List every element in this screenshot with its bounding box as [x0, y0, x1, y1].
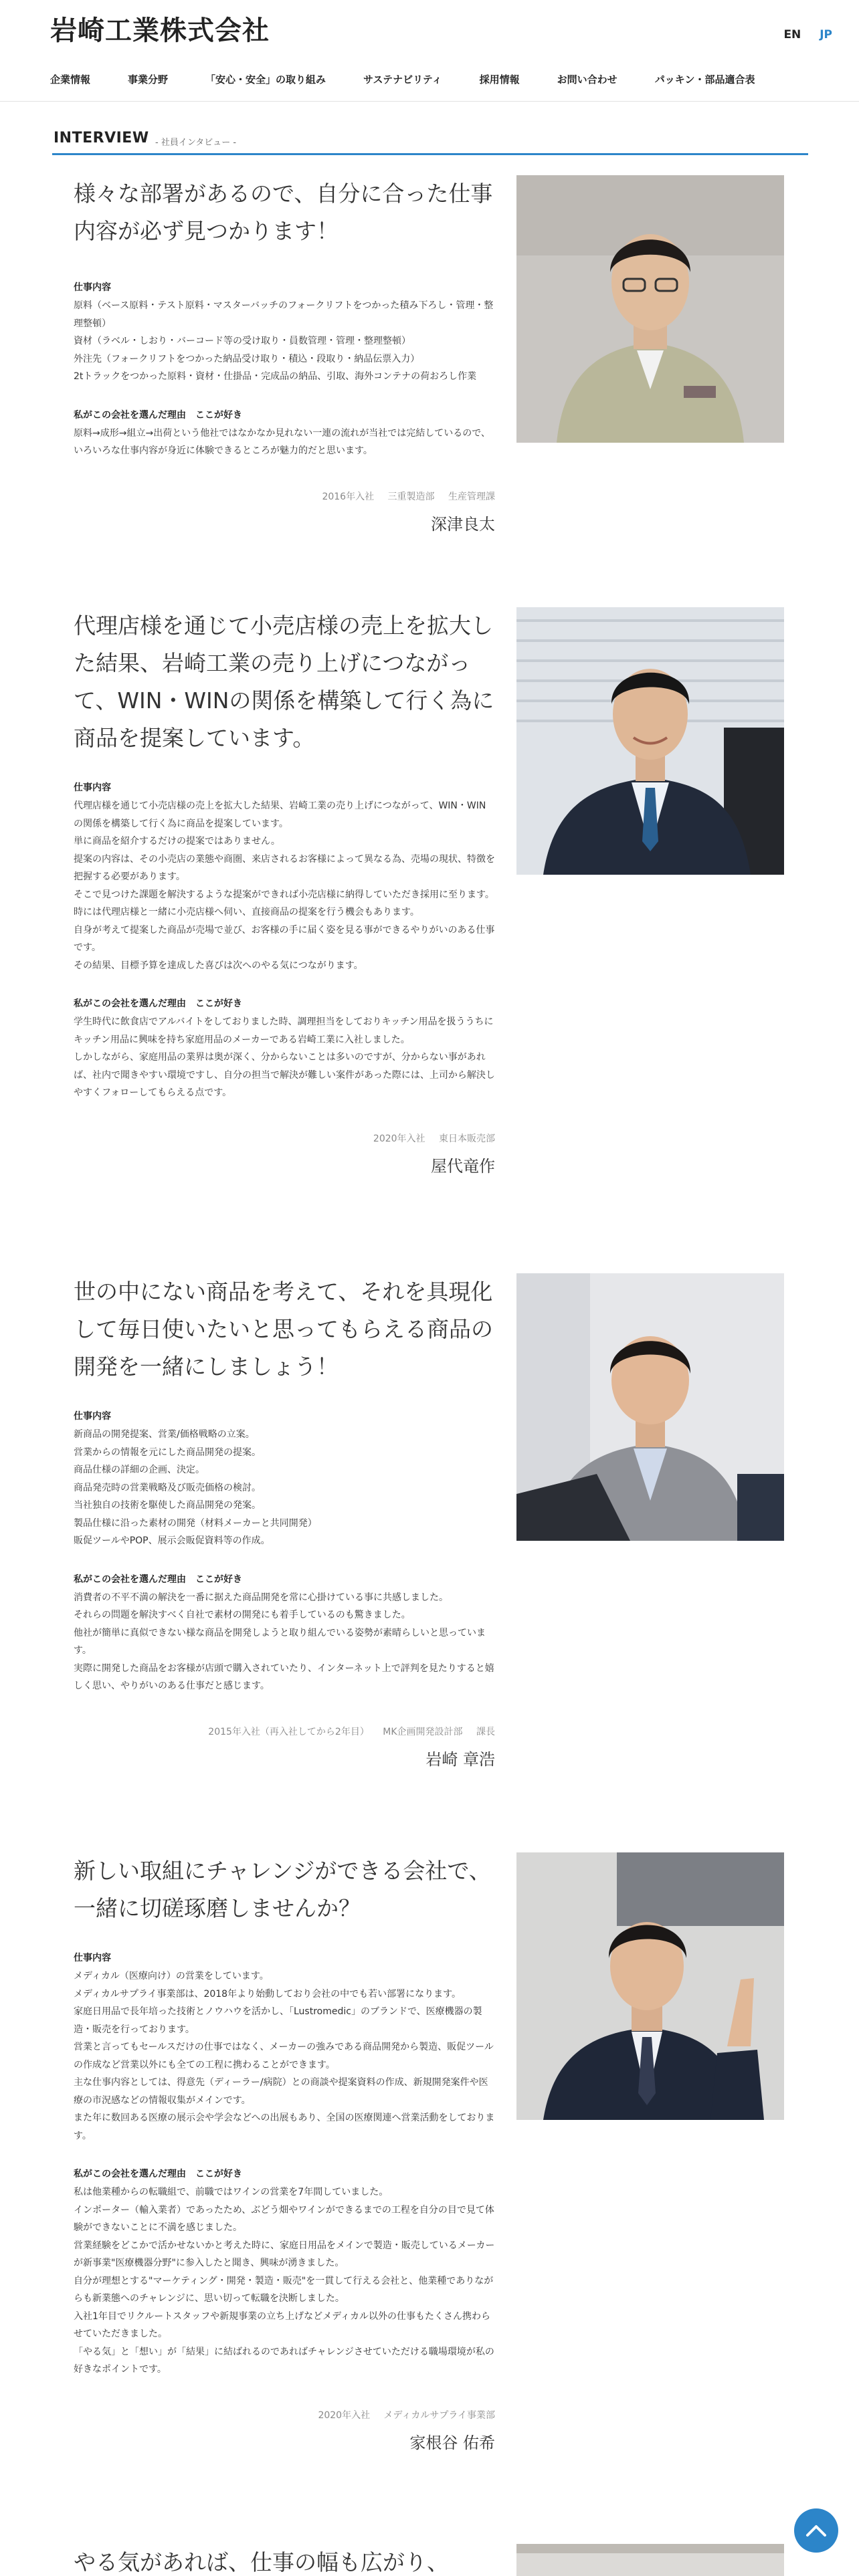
employee-meta [74, 1132, 495, 1145]
join-year: 2020年入社 [373, 1133, 425, 1144]
nav-recruit[interactable]: 採用情報 [479, 74, 520, 86]
job-text: 原料（ベース原料・テスト原料・マスターバッチのフォークリフトをつかった積み下ろし・管理・整理整頓） [74, 300, 494, 329]
reason-text: 入社1年目でリクルートスタッフや新規事業の立ち上げなどメディカル以外の仕事もたくさん携わらせていただきました。 [74, 2311, 490, 2339]
job-text: 提案の内容は、その小売店の業態や商圏、来店されるお客様によって異なる為、売場の現状、特徴を把握する必要があります。 [74, 853, 495, 882]
nav-safety[interactable]: 「安心・安全」の取り組み [205, 74, 326, 86]
job-text: 当社独自の技術を駆使した商品開発の発案。 [74, 1500, 261, 1511]
nav-sustainability[interactable]: サステナビリティ [363, 74, 442, 86]
job-text: 2tトラックをつかった原料・資材・仕掛品・完成品の納品、引取、海外コンテナの荷おろし作業 [74, 371, 477, 382]
back-to-top-button[interactable] [794, 2508, 838, 2553]
employee-name: 深津良太 [431, 514, 495, 534]
reason-text: しかしながら、家庭用品の業界は奥が深く、分からないことは多いのですが、分からない事があれば、社内で聞きやすい環境ですし、自分の担当で解決が難しい案件があった際には、上司から解決しやすくフォローしてもらえる点です。 [74, 1052, 495, 1098]
job-label: 仕事内容 [74, 282, 111, 293]
job-text: 主な仕事内容としては、得意先（ディーラー/病院）との商談や提案資料の作成、新規開発案件や医療の市況感などの情報収集がメインです。 [74, 2077, 488, 2106]
section: 生産管理課 [448, 491, 495, 502]
nav-company-info[interactable]: 企業情報 [50, 74, 91, 86]
reason-text: 他社が簡単に真似できない様な商品を開発しようと取り組んでいる姿勢が素晴らしいと思っています。 [74, 1627, 486, 1656]
join-year: 2015年入社（再入社してから2年目） [208, 1726, 369, 1737]
job-text: 自身が考えて提案した商品が売場で並び、お客様の手に届く姿を見る事ができるやりがいのある仕事です。 [74, 924, 495, 953]
job-text: 時には代理店様と一緒に小売店様へ伺い、直接商品の提案を行う機会もあります。 [74, 907, 419, 918]
reason-label: 私がこの会社を選んだ理由 ここが好き [74, 998, 242, 1009]
reason-text: 営業経験をどこかで活かせないかと考えた時に、家庭日用品をメインで製造・販売しているメーカーが新事業"医療機器分野"に参入したと聞き、興味が湧きました。 [74, 2240, 495, 2268]
reason-text: 「やる気」と「想い」が「結果」に結ばれるのであればチャレンジさせていただける職場環境が私の好きなポイントです。 [74, 2346, 494, 2375]
reason-label: 私がこの会社を選んだ理由 ここが好き [74, 2169, 242, 2179]
job-text: 新商品の開発提案、営業/価格戦略の立案。 [74, 1429, 255, 1440]
interview-headline: 様々な部署があるので、自分に合った仕事内容が必ず見つかります！ [74, 181, 493, 244]
site-header [0, 0, 859, 102]
reason-text: インポーター（輸入業者）であったため、ぶどう畑やワインができるまでの工程を自分の目で見て体験ができないことに不満を感じました。 [74, 2204, 494, 2233]
job-label: 仕事内容 [74, 782, 111, 793]
section-title-en: INTERVIEW [54, 130, 149, 146]
job-text: 製品仕様に沿った素材の開発（材料メーカーと共同開発） [74, 1517, 317, 1529]
join-year: 2016年入社 [322, 491, 375, 502]
reason-text: 自分が理想とする"マーケティング・開発・製造・販売"を一貫して行える会社と、他業種でありながらも新業態へのチャレンジに、思い切って転職を決断しました。 [74, 2275, 494, 2304]
job-text: そこで見つけた課題を解決するような提案ができれば小売店様に納得していただき採用に至ります。 [74, 889, 494, 900]
job-text: 営業と言ってもセールスだけの仕事ではなく、メーカーの強みである商品開発から製造、販促ツールの作成など営業以外にも全ての工程に携わることができます。 [74, 2042, 494, 2070]
job-text: 単に商品を紹介するだけの提案ではありません。 [74, 836, 280, 847]
job-text: 販促ツールやPOP、展示会販促資料等の作成。 [74, 1535, 270, 1546]
job-text: 代理店様を通じて小売店様の売上を拡大した結果、岩崎工業の売り上げにつながって、WIN・WINの関係を構築して行く為に商品を提案しています。 [74, 800, 486, 829]
department: MK企画開発設計部 [383, 1726, 463, 1737]
employee-meta [74, 1725, 495, 1738]
reason-text: 学生時代に飲食店でアルバイトをしておりました時、調理担当をしておりキッチン用品を扱ううちにキッチン用品に興味を持ち家庭用品のメーカーである岩崎工業に入社しました。 [74, 1016, 494, 1045]
reason-text: 原料→成形→組立→出荷という他社ではなかなか見れない一連の流れが当社では完結しているので、いろいろな仕事内容が身近に体験できるところが魅力的だと思います。 [74, 427, 490, 456]
employee-name: 屋代竜作 [431, 1156, 495, 1176]
lang-jp-link[interactable]: JP [820, 28, 832, 41]
join-year: 2020年入社 [318, 2409, 371, 2421]
job-text: 資材（ラベル・しおり・バーコード等の受け取り・員数管理・管理・整理整頓） [74, 336, 411, 346]
job-text: 商品発売時の営業戦略及び販売価格の検討。 [74, 1482, 261, 1493]
reason-label: 私がこの会社を選んだ理由 ここが好き [74, 1574, 242, 1585]
position: 課長 [476, 1726, 495, 1737]
interview-headline: 新しい取組にチャレンジができる会社で、一緒に切磋琢磨しませんか？ [74, 1858, 491, 1921]
employee-photo [516, 1273, 784, 1541]
reason-text: それらの問題を解決すべく自社で素材の開発にも着手しているのも驚きました。 [74, 1610, 411, 1620]
section-heading [52, 127, 808, 155]
company-logo[interactable]: 岩崎工業株式会社 [50, 15, 270, 46]
job-text: 外注先（フォークリフトをつかった納品受け取り・積込・段取り・納品伝票入力） [74, 353, 420, 364]
section-title-ja: - 社員インタビュー - [155, 138, 237, 148]
employee-meta [74, 2408, 495, 2422]
interview-headline: やる気があれば、仕事の幅も広がり、 [74, 2549, 449, 2575]
interview-headline: 代理店様を通じて小売店様の売上を拡大した結果、岩崎工業の売り上げにつながって、WIN・WINの関係を構築して行く為に商品を提案しています。 [74, 613, 494, 751]
nav-business[interactable]: 事業分野 [128, 74, 169, 86]
job-label: 仕事内容 [74, 1953, 111, 1963]
department: 東日本販売部 [439, 1133, 495, 1144]
reason-label: 私がこの会社を選んだ理由 ここが好き [74, 409, 242, 421]
reason-text: 私は他業種からの転職組で、前職ではワインの営業を7年間していました。 [74, 2187, 389, 2197]
employee-photo [516, 175, 784, 443]
job-text: 営業からの情報を元にした商品開発の提案。 [74, 1446, 261, 1458]
global-nav [50, 72, 793, 86]
lang-en-link[interactable]: EN [783, 28, 801, 41]
job-text: メディカル（医療向け）の営業をしています。 [74, 1971, 269, 1981]
arrow-up-icon [794, 2508, 838, 2553]
employee-name: 家根谷 佑希 [409, 2433, 495, 2452]
job-text: メディカルサプライ事業部は、2018年より始動しており会社の中でも若い部署になります。 [74, 1988, 461, 2000]
nav-packing-parts[interactable]: パッキン・部品適合表 [654, 74, 755, 86]
job-text: その結果、目標予算を達成した喜びは次へのやる気につながります。 [74, 960, 363, 971]
language-switcher [769, 28, 832, 41]
department: 三重製造部 [387, 491, 435, 502]
job-text: 家庭日用品で長年培った技術とノウハウを活かし、「Lustromedic」のブランドで、医療機器の製造・販売を行っております。 [74, 2006, 482, 2035]
department: メディカルサプライ事業部 [383, 2409, 495, 2421]
reason-text: 実際に開発した商品をお客様が店頭で購入されていたり、インターネット上で評判を見たりすると嬉しく思い、やりがいのある仕事だと感じます。 [74, 1662, 494, 1691]
employee-meta [74, 490, 495, 503]
job-label: 仕事内容 [74, 1411, 111, 1422]
employee-name: 岩崎 章浩 [425, 1749, 495, 1769]
nav-contact[interactable]: お問い合わせ [557, 74, 617, 86]
reason-text: 消費者の不平不満の解決を一番に据えた商品開発を常に心掛けている事に共感しました。 [74, 1592, 448, 1603]
job-text: また年に数回ある医療の展示会や学会などへの出展もあり、全国の医療関連へ営業活動をしております。 [74, 2113, 495, 2141]
employee-photo [516, 1852, 784, 2120]
job-text: 商品仕様の詳細の企画、決定。 [74, 1465, 205, 1475]
employee-photo [516, 607, 784, 875]
employee-photo [516, 2544, 784, 2576]
interview-headline: 世の中にない商品を考えて、それを具現化して毎日使いたいと思ってもらえる商品の開発を一緒にしましょう！ [74, 1279, 493, 1380]
